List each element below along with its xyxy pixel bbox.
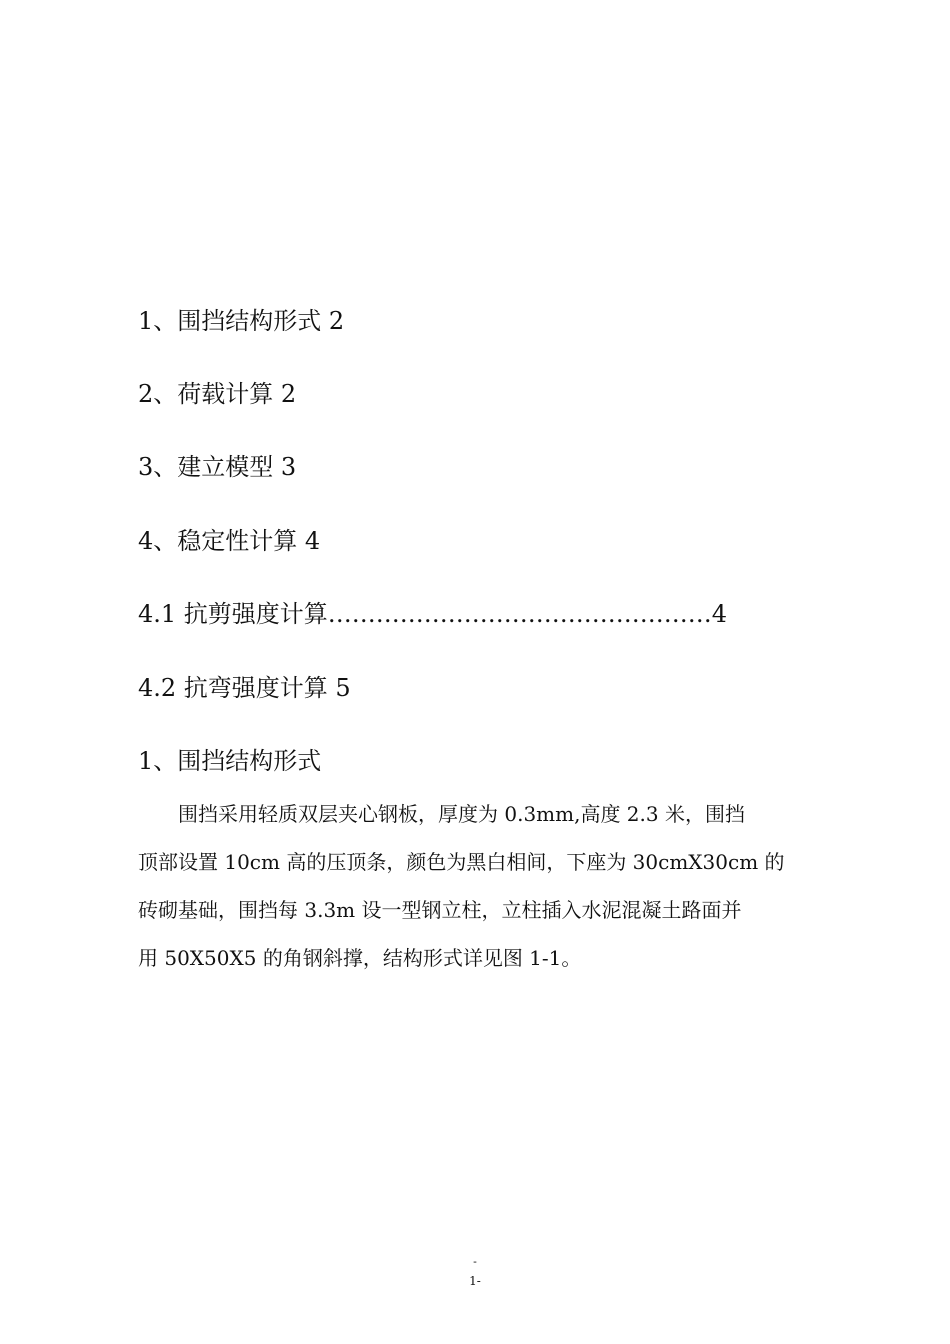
toc-item-2: 2、荷载计算 2 <box>138 380 297 408</box>
body-paragraph: 围挡采用轻质双层夹心钢板，厚度为 0.3mm,高度 2.3 米，围挡 顶部设置 10cm 高的压顶条，颜色为黑白相间，下座为 30cmX30cm 的 砖砌基础，围挡每 3.3m 设一型钢立柱，立柱插入水泥混凝土路面并 用 50X50X5 的角钢斜撑，结构形式详见图 1-1。 <box>138 802 785 970</box>
toc-item-4-2: 4.2 抗弯强度计算 5 <box>138 674 351 702</box>
toc-item-4-1: 4.1 抗剪强度计算…………………………………………4 <box>138 600 728 628</box>
section-heading: 1、围挡结构形式 <box>138 747 322 775</box>
toc-item-4: 4、稳定性计算 4 <box>138 527 321 555</box>
page-number: 1- <box>469 1274 481 1288</box>
footer-dash: - <box>473 1255 477 1268</box>
toc-item-1: 1、围挡结构形式 2 <box>138 307 345 335</box>
toc-item-3: 3、建立模型 3 <box>138 453 297 481</box>
